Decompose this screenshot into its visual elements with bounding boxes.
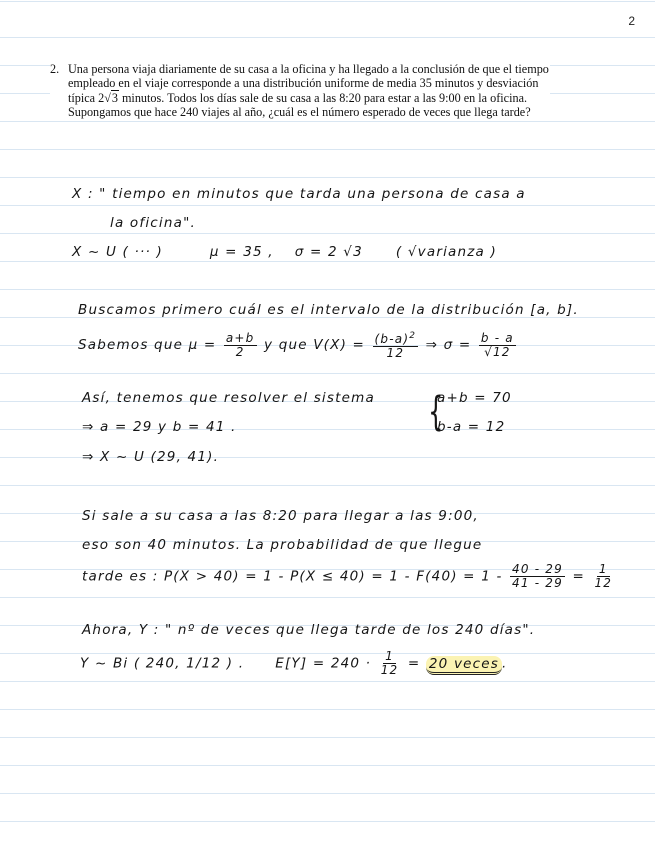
final-answer: 20 veces <box>426 656 502 675</box>
uniform-result: ⇒ X ~ U (29, 41). <box>82 449 220 465</box>
probability-line-3 <box>82 563 616 590</box>
solution-ab: ⇒ a = 29 y b = 41 . <box>82 419 237 435</box>
equation-2: b-a = 12 <box>437 419 506 435</box>
final-period: . <box>502 655 508 672</box>
page-number: 2 <box>628 14 635 28</box>
probability-line-1: Si sale a su casa a las 8:20 para llegar a las 9:00, <box>82 508 479 524</box>
sigma-value: σ = 2 √3 <box>294 244 363 260</box>
problem-number: 2. <box>50 62 60 76</box>
expectation-fraction: $\frac{1}{12}$ <box>380 649 399 677</box>
equals-sign-2: = <box>407 655 421 672</box>
probability-line-2: eso son 40 minutos. La probabilidad de que llegue <box>82 537 483 553</box>
known-formulas <box>78 330 518 360</box>
system-intro: Así, tenemos que resolver el sistema <box>82 390 375 406</box>
distribution-line <box>72 244 497 260</box>
problem-statement <box>50 62 550 120</box>
expectation-expression: E[Y] = 240 · <box>275 655 372 672</box>
mean-value: μ = 35 , <box>209 244 274 260</box>
binomial-line <box>80 650 508 677</box>
equation-1: a+b = 70 <box>437 390 512 406</box>
problem-text-part-2: minutos. Todos los días sale de su casa a las 8:20 para estar a las 9:00 en la oficina. Supongamos que hace 240 viajes al año, ¿cuál es el número esperado de veces que llega tarde? <box>68 90 531 120</box>
probability-expression: tarde es : P(X > 40) = 1 - P(X ≤ 40) = 1 - F(40) = 1 - <box>82 568 503 585</box>
equals-sign: = <box>572 568 585 585</box>
problem-text <box>68 62 550 120</box>
variance-note: ( √varianza ) <box>395 244 497 260</box>
known-text: Sabemos que μ = <box>78 337 217 353</box>
definition-line-1: X : " tiempo en minutos que tarda una persona de casa a <box>72 186 526 202</box>
probability-fraction: $\frac{40 - 29}{41 - 29}$ <box>512 562 563 590</box>
mean-fraction: $\frac{a+b}{2}$ <box>225 330 255 359</box>
definition-line-2: la oficina". <box>110 215 196 231</box>
binomial-distribution: Y ~ Bi ( 240, 1/12 ) . <box>80 655 245 672</box>
binomial-definition: Ahora, Y : " nº de veces que llega tarde de los 240 días". <box>82 622 536 638</box>
problem-text-part-1: Una persona viaja diariamente de su casa a la oficina y ha llegado a la conclusión de que el tiempo empleado en el viaje corresponde a una distribución uniforme de media 35 minutos y desviación típica 2 <box>68 62 549 105</box>
probability-result: $\frac{1}{12}$ <box>594 562 613 590</box>
sqrt-symbol: √ <box>104 90 111 105</box>
variance-fraction: $\frac{(b-a)^2}{12}$ <box>374 331 417 360</box>
sigma-fraction: $\frac{b - a}{√12}$ <box>480 330 514 359</box>
and-that: y que V(X) = <box>264 337 366 353</box>
system-brace: { <box>428 389 444 435</box>
distribution-label: X ~ U ( ··· ) <box>72 244 163 260</box>
interval-intro: Buscamos primero cuál es el intervalo de la distribución [a, b]. <box>78 302 579 318</box>
sqrt-argument: 3 <box>111 90 118 105</box>
sqrt-expression <box>104 91 119 105</box>
implies-sigma: ⇒ σ = <box>425 337 472 353</box>
